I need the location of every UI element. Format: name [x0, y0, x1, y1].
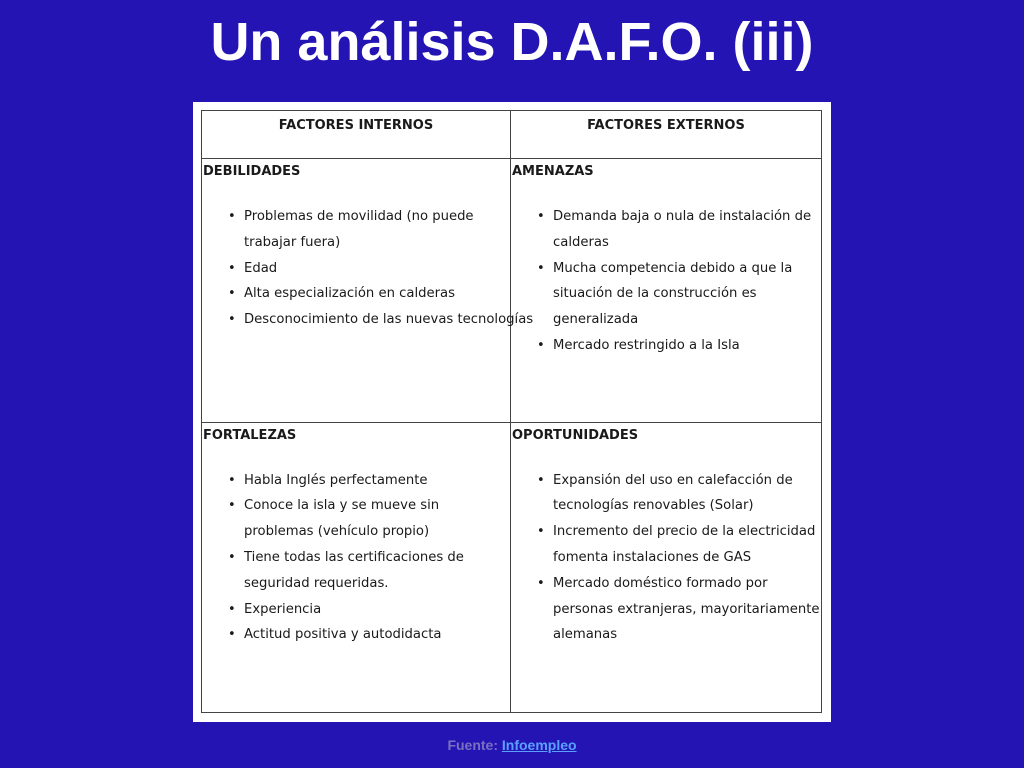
- table-row: [202, 422, 822, 712]
- list-item: • Edad: [244, 256, 510, 282]
- source-footer: [0, 737, 1024, 753]
- header-internal-factors: FACTORES INTERNOS: [202, 111, 511, 159]
- opportunities-heading: OPORTUNIDADES: [512, 427, 639, 443]
- opportunities-cell: [511, 422, 822, 712]
- threats-list: [511, 204, 821, 359]
- list-item: • Desconocimiento de las nuevas tecnologías: [244, 307, 510, 333]
- weaknesses-cell: [202, 159, 534, 422]
- dafo-table: [201, 110, 822, 713]
- opportunities-list: [511, 468, 821, 649]
- list-item: • Mucha competencia debido a que la situación de la construcción es generalizada: [553, 256, 821, 333]
- list-item: • Conoce la isla y se mueve sin problemas (vehículo propio): [244, 493, 510, 545]
- header-row: [202, 111, 822, 159]
- list-item: • Mercado restringido a la Isla: [553, 333, 821, 359]
- weaknesses-heading: DEBILIDADES: [203, 164, 301, 180]
- list-item: • Demanda baja o nula de instalación de calderas: [553, 204, 821, 256]
- source-link[interactable]: Infoempleo: [501, 737, 577, 753]
- slide-title: Un análisis D.A.F.O. (iii): [210, 12, 814, 72]
- strengths-heading: FORTALEZAS: [203, 427, 297, 443]
- list-item: • Incremento del precio de la electricidad fomenta instalaciones de GAS: [553, 519, 821, 571]
- list-item: • Expansión del uso en calefacción de tecnologías renovables (Solar): [553, 468, 821, 520]
- list-item: • Actitud positiva y autodidacta: [244, 622, 510, 648]
- list-item: • Tiene todas las certificaciones de seguridad requeridas.: [244, 545, 510, 597]
- table-row: [202, 159, 822, 422]
- strengths-list: [202, 468, 510, 649]
- list-item: • Problemas de movilidad (no puede trabajar fuera): [244, 204, 510, 256]
- source-label: Fuente:: [447, 737, 502, 753]
- dafo-table-image: [193, 102, 831, 722]
- strengths-cell: [202, 422, 511, 712]
- list-item: • Mercado doméstico formado por personas extranjeras, mayoritariamente alemanas: [553, 571, 821, 648]
- threats-cell: [511, 159, 822, 422]
- header-external-factors: FACTORES EXTERNOS: [511, 111, 822, 159]
- list-item: • Experiencia: [244, 597, 510, 623]
- threats-heading: AMENAZAS: [512, 164, 594, 180]
- list-item: • Alta especialización en calderas: [244, 281, 510, 307]
- weaknesses-list: [202, 204, 534, 333]
- list-item: • Habla Inglés perfectamente: [244, 468, 510, 494]
